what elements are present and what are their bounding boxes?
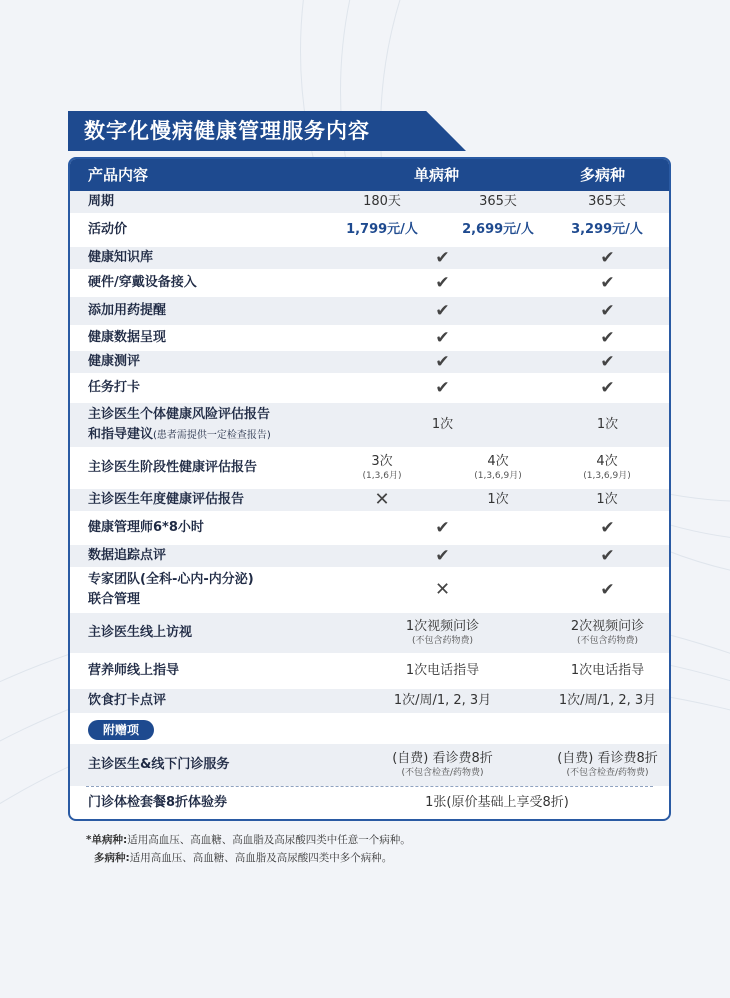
row-label: 门诊体检套餐8折体验券 — [88, 795, 228, 810]
footnote-single — [86, 831, 411, 849]
check-icon: ✔ — [435, 378, 450, 398]
check-icon: ✔ — [600, 273, 615, 293]
check-icon: ✔ — [435, 328, 450, 348]
cell-value: 3次 — [371, 453, 393, 469]
row-label — [88, 403, 271, 447]
cross-icon: ✕ — [374, 489, 390, 510]
row-label: 健康测评 — [88, 354, 141, 369]
table-row-manager — [70, 511, 669, 545]
table-row-expert — [70, 567, 669, 613]
check-icon: ✔ — [600, 546, 615, 566]
cell-sub: (1,3,6,9月) — [583, 470, 631, 481]
page-title: 数字化慢病健康管理服务内容 — [84, 119, 370, 143]
cell: 1次 — [596, 417, 619, 432]
footnote-single-label: *单病种: — [86, 834, 128, 846]
cell-value: (自费) 看诊费8折 — [392, 750, 493, 766]
footnote-multi — [86, 849, 411, 867]
cell-sub: (1,3,6月) — [362, 470, 402, 481]
row-label: 饮食打卡点评 — [88, 693, 167, 708]
row-label-line1: 主诊医生个体健康风险评估报告 — [88, 406, 271, 422]
table-row-risk-report — [70, 403, 669, 447]
check-icon: ✔ — [435, 301, 450, 321]
check-icon: ✔ — [600, 248, 615, 268]
cell: 1次 — [596, 492, 618, 507]
row-label-line2 — [88, 425, 271, 446]
footnote-multi-label: 多病种: — [94, 852, 130, 864]
table-row-data-view — [70, 325, 669, 351]
row-label: 数据追踪点评 — [88, 548, 167, 563]
table-row-offline-service — [70, 744, 669, 786]
row-label: 主诊医生年度健康评估报告 — [88, 492, 245, 507]
cell: 1次电话指导 — [405, 663, 480, 678]
cell-sub: (1,3,6,9月) — [474, 470, 522, 481]
cell — [545, 744, 670, 786]
cross-icon: ✕ — [434, 579, 451, 600]
table-row-knowledge — [70, 247, 669, 269]
cell-sub: (不包含检查/药物费) — [566, 767, 649, 778]
cell: 180天 — [363, 194, 401, 209]
service-table — [68, 157, 671, 821]
table-row-device — [70, 269, 669, 297]
table-row-diet — [70, 689, 669, 713]
cell-value: 4次 — [596, 453, 618, 469]
cell: 1次电话指导 — [570, 663, 645, 678]
table-header — [70, 159, 669, 191]
check-icon: ✔ — [600, 580, 615, 600]
check-icon: ✔ — [600, 518, 615, 538]
header-product: 产品内容 — [88, 166, 149, 184]
table-row-online-visit — [70, 613, 669, 653]
table-row-assessment — [70, 351, 669, 373]
row-label: 周期 — [88, 194, 115, 209]
check-icon: ✔ — [435, 248, 450, 268]
cell: 1次 — [431, 417, 454, 432]
cell-value: 4次 — [487, 453, 509, 469]
table-row-price — [70, 213, 669, 247]
cell-value: 1次视频问诊 — [405, 618, 480, 634]
table-row-voucher — [70, 787, 669, 819]
check-icon: ✔ — [600, 301, 615, 321]
row-label: 任务打卡 — [88, 380, 141, 395]
row-label: 主诊医生线上访视 — [88, 625, 193, 640]
cell: 365天 — [588, 194, 626, 209]
row-label-line1: 专家团队(全科-心内-内分泌) — [88, 572, 254, 587]
table-row-tracking — [70, 545, 669, 567]
cell — [444, 447, 552, 489]
cell-sub: (不包含药物费) — [411, 635, 474, 646]
cell: 1次/周/1, 2, 3月 — [558, 693, 657, 708]
row-label: 健康知识库 — [88, 250, 154, 265]
cell — [332, 447, 432, 489]
check-icon: ✔ — [435, 546, 450, 566]
cell — [340, 613, 545, 653]
gift-badge: 附赠项 — [88, 720, 154, 740]
footnotes — [86, 831, 411, 867]
row-label: 健康数据呈现 — [88, 330, 167, 345]
check-icon: ✔ — [600, 328, 615, 348]
table-row-stage-report — [70, 447, 669, 489]
cell-value: 2次视频问诊 — [570, 618, 645, 634]
cell: 1张(原价基础上享受8折) — [425, 795, 569, 810]
table-row-annual-report — [70, 489, 669, 511]
row-label: 活动价 — [88, 222, 128, 237]
cell — [545, 613, 670, 653]
price-value: 3,299元/人 — [571, 222, 643, 237]
price-value: 1,799元/人 — [346, 222, 418, 237]
row-label: 健康管理师6*8小时 — [88, 520, 204, 535]
row-label: 添加用药提醒 — [88, 303, 167, 318]
cell-sub: (不包含药物费) — [576, 635, 639, 646]
footnote-multi-text: 适用高血压、高血糖、高血脂及高尿酸四类中多个病种。 — [129, 852, 393, 864]
header-multi: 多病种 — [580, 166, 626, 184]
table-row-period — [70, 191, 669, 213]
cell-value: (自费) 看诊费8折 — [557, 750, 658, 766]
cell: 365天 — [479, 194, 517, 209]
cell-sub: (不包含检查/药物费) — [401, 767, 484, 778]
cell: 1次 — [487, 492, 509, 507]
row-label: 营养师线上指导 — [88, 663, 180, 678]
row-label: 主诊医生&线下门诊服务 — [88, 757, 230, 772]
table-row-nutrition — [70, 653, 669, 689]
row-label: 主诊医生阶段性健康评估报告 — [88, 460, 258, 475]
row-label-line2-text: 和指导建议 — [88, 426, 154, 442]
cell — [557, 447, 657, 489]
cell: 1次/周/1, 2, 3月 — [393, 693, 492, 708]
cell — [340, 744, 545, 786]
price-value: 2,699元/人 — [462, 222, 534, 237]
header-single: 单病种 — [414, 166, 460, 184]
table-row-medication — [70, 297, 669, 325]
row-label: 硬件/穿戴设备接入 — [88, 275, 197, 290]
row-label-line2: 联合管理 — [88, 592, 141, 607]
check-icon: ✔ — [600, 378, 615, 398]
table-row-checkin — [70, 373, 669, 403]
check-icon: ✔ — [435, 273, 450, 293]
check-icon: ✔ — [435, 352, 450, 372]
row-label-note: (患者需提供一定检查报告) — [153, 429, 271, 441]
check-icon: ✔ — [600, 352, 615, 372]
check-icon: ✔ — [435, 518, 450, 538]
row-label — [88, 567, 254, 613]
footnote-single-text: 适用高血压、高血糖、高血脂及高尿酸四类中任意一个病种。 — [127, 834, 411, 846]
